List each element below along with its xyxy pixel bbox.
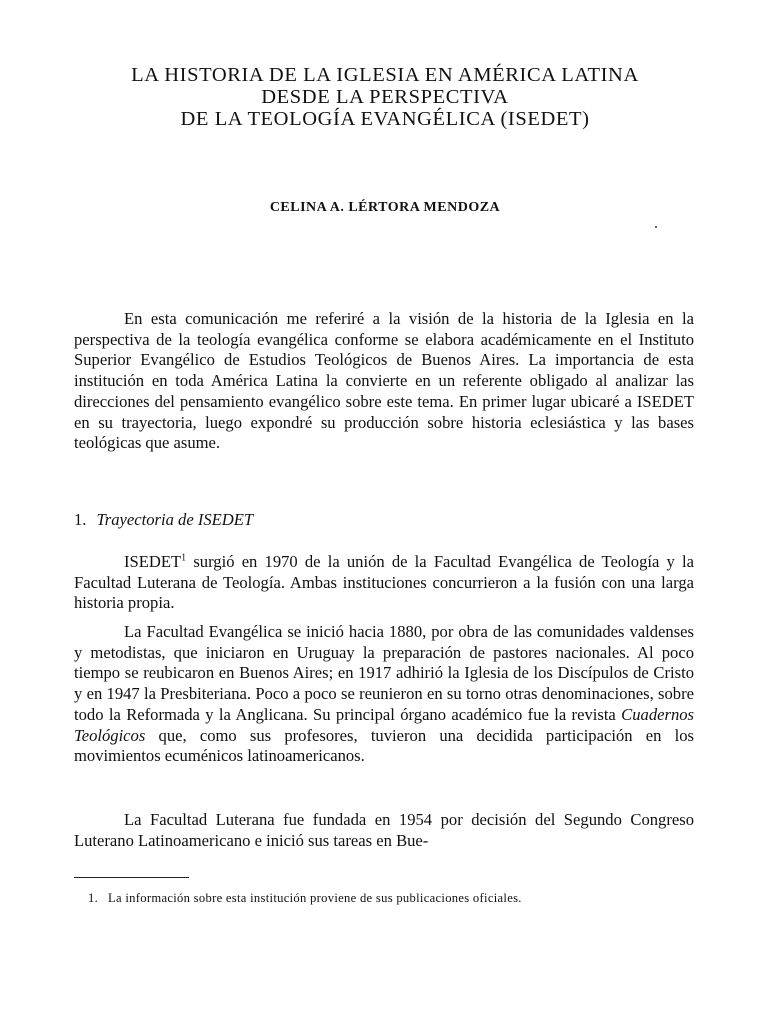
footnote-number: 1. <box>88 891 99 905</box>
paragraph-3: La Facultad Luterana fue fundada en 1954 por decisión del Segundo Congreso Luterano Latinoamericano e inició sus tareas en Bue- <box>74 810 694 850</box>
footnote-divider <box>74 877 189 878</box>
paragraph-1-text: surgió en 1970 de la unión de la Facultad Evangélica de Teología y la Facultad Luterana de Teología. Ambas instituciones concurrieron a la fusión con una larga historia propia. <box>74 552 694 613</box>
speck-mark <box>655 226 657 228</box>
paragraph-1 <box>74 552 694 614</box>
footnote-text: La información sobre esta institución proviene de sus publicaciones oficiales. <box>108 891 522 905</box>
footnote <box>88 891 698 906</box>
document-title <box>60 64 710 130</box>
paragraph-2 <box>74 622 694 767</box>
intro-paragraph: En esta comunicación me referiré a la visión de la historia de la Iglesia en la perspectiva de la teología evangélica conforme se elabora académicamente en el Instituto Superior Evangélico de Estudios Teológicos de Buenos Aires. La importancia de esta institución en toda América Latina la convierte en un referente obligado al analizar las direcciones del pensamiento evangélico sobre este tema. En primer lugar ubicaré a ISEDET en su trayectoria, luego expondré su producción sobre historia eclesiástica y las bases teológicas que asume. <box>74 309 694 453</box>
journal-title: Cuadernos Teológicos <box>74 704 694 745</box>
title-line-1: LA HISTORIA DE LA IGLESIA EN AMÉRICA LATINA <box>131 64 639 86</box>
section-title: Trayectoria de ISEDET <box>96 510 254 529</box>
section-number: 1. <box>74 510 87 529</box>
paragraph-2-text-b: que, como sus profesores, tuvieron una decidida participación en los movimientos ecuménicos latinoamericanos. <box>74 725 694 766</box>
paragraph-2-text-a: La Facultad Evangélica se inició hacia 1880, por obra de las comunidades valdenses y metodistas, que iniciaron en Uruguay la preparación de pastores nacionales. Al poco tiempo se reubicaron en Buenos Aires; en 1917 adhirió la Iglesia de los Discípulos de Cristo y en 1947 la Presbiteriana. Poco a poco se reunieron en su torno otras denominaciones, sobre todo la Reformada y la Anglicana. Su principal órgano académico fue la revista <box>74 622 694 724</box>
footnote-reference[interactable]: 1 <box>181 552 187 564</box>
title-line-3: DE LA TEOLOGÍA EVANGÉLICA (ISEDET) <box>180 108 590 130</box>
title-line-2: DESDE LA PERSPECTIVA <box>261 86 509 108</box>
section-heading <box>74 510 253 530</box>
paragraph-1-lead: ISEDET <box>124 552 182 571</box>
author-name: CELINA A. LÉRTORA MENDOZA <box>269 200 501 215</box>
